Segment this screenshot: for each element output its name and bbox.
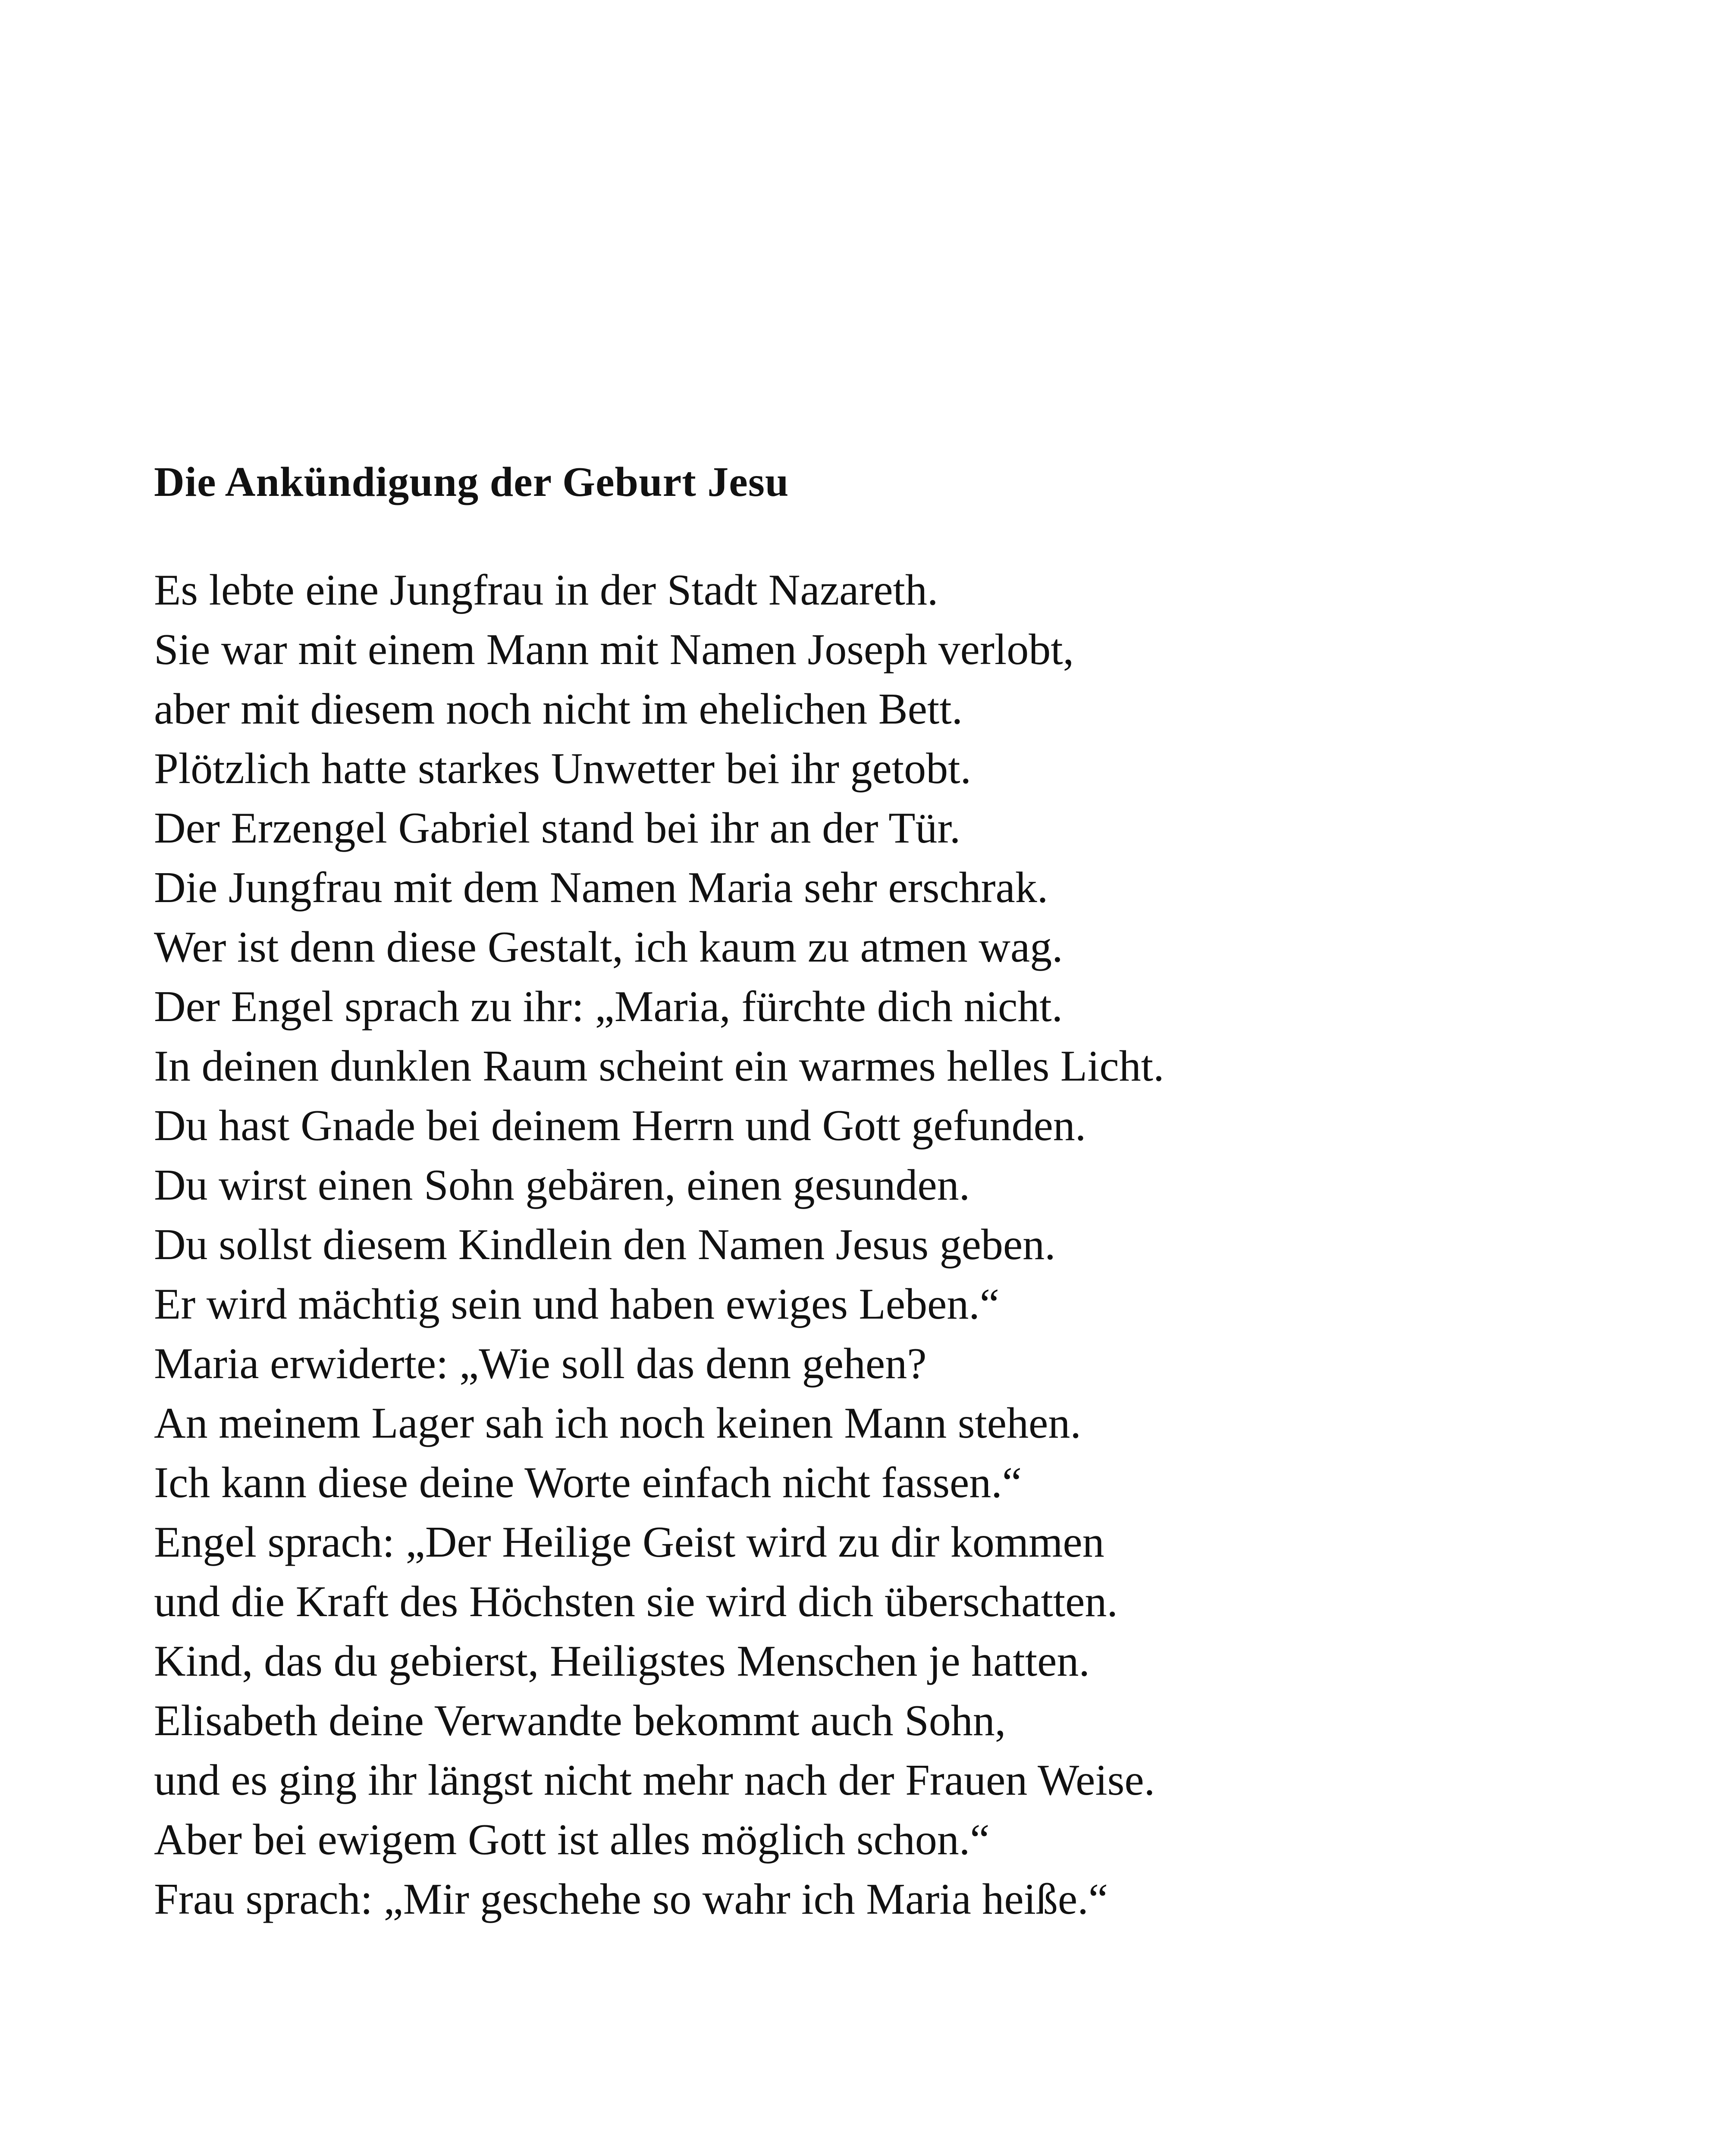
poem-line: Frau sprach: „Mir geschehe so wahr ich Maria heiße.“	[154, 1875, 1108, 1924]
poem-title: Die Ankündigung der Geburt Jesu	[154, 459, 789, 505]
poem-line: Der Engel sprach zu ihr: „Maria, fürchte dich nicht.	[154, 982, 1063, 1031]
poem-line: Elisabeth deine Verwandte bekommt auch Sohn,	[154, 1696, 1006, 1745]
poem-line: Maria erwiderte: „Wie soll das denn gehen?	[154, 1339, 927, 1388]
poem-line: Der Erzengel Gabriel stand bei ihr an der Tür.	[154, 804, 961, 852]
poem-line: Ich kann diese deine Worte einfach nicht fassen.“	[154, 1458, 1022, 1507]
poem-line: An meinem Lager sah ich noch keinen Mann stehen.	[154, 1399, 1081, 1448]
poem-line: Sie war mit einem Mann mit Namen Joseph verlobt,	[154, 625, 1074, 674]
poem-line: und die Kraft des Höchsten sie wird dich überschatten.	[154, 1577, 1118, 1626]
poem-line: Wer ist denn diese Gestalt, ich kaum zu atmen wag.	[154, 923, 1063, 971]
poem-line: Du sollst diesem Kindlein den Namen Jesus geben.	[154, 1220, 1056, 1269]
poem-line: aber mit diesem noch nicht im ehelichen Bett.	[154, 685, 963, 733]
poem-line: Engel sprach: „Der Heilige Geist wird zu dir kommen	[154, 1518, 1104, 1567]
poem-line: Es lebte eine Jungfrau in der Stadt Nazareth.	[154, 566, 938, 614]
poem-line: Aber bei ewigem Gott ist alles möglich schon.“	[154, 1815, 990, 1864]
poem-line: In deinen dunklen Raum scheint ein warmes helles Licht.	[154, 1042, 1164, 1091]
poem-body	[154, 561, 1164, 1929]
poem-line: Die Jungfrau mit dem Namen Maria sehr erschrak.	[154, 863, 1048, 912]
poem-line: Du wirst einen Sohn gebären, einen gesunden.	[154, 1161, 970, 1210]
poem-line: und es ging ihr längst nicht mehr nach der Frauen Weise.	[154, 1756, 1155, 1805]
poem-line: Plötzlich hatte starkes Unwetter bei ihr getobt.	[154, 744, 971, 793]
poem-line: Du hast Gnade bei deinem Herrn und Gott gefunden.	[154, 1101, 1086, 1150]
poem-line: Er wird mächtig sein und haben ewiges Leben.“	[154, 1280, 1000, 1329]
poem-line: Kind, das du gebierst, Heiligstes Menschen je hatten.	[154, 1637, 1090, 1686]
